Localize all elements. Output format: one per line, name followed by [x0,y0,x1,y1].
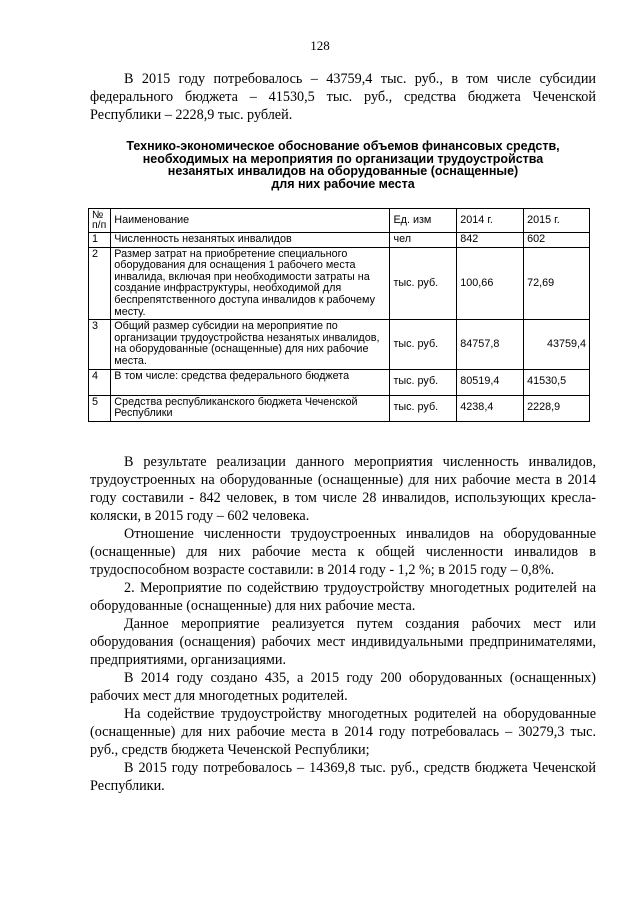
cell-name: В том числе: средства федерального бюджета [111,369,390,395]
intro-paragraph: В 2015 году потребовалось – 43759,4 тыс. руб., в том числе субсидии федерального бюджета – 41530,5 тыс. руб., средства бюджета Чеченской Республики – 2228,9 тыс. рублей. [90,71,596,123]
cell-name: Общий размер субсидии на мероприятие по организации трудоустройства незанятых инвалидов, на оборудованные (оснащенные) для них рабочие места. [111,320,390,369]
cell-name: Средства республиканского бюджета Чеченской Республики [111,395,390,421]
cell-num: 4 [89,369,111,395]
header-num: № п/п [89,209,111,233]
cell-num: 1 [89,233,111,248]
table-row [89,233,590,248]
cell-2014: 4238,4 [457,395,524,421]
header-2014: 2014 г. [457,209,524,233]
page-number: 128 [310,38,330,53]
cell-name: Численность незанятых инвалидов [111,233,390,248]
body-paragraph: 2. Мероприятие по содействию трудоустройству многодетных родителей на оборудованные (оснащенные) для них рабочие места. [90,580,596,614]
cell-num: 2 [89,247,111,320]
cell-2015: 602 [524,233,590,248]
body-paragraph: Данное мероприятие реализуется путем создания рабочих мест или оборудования (оснащения) рабочих мест индивидуальными предпринимателями, предприятиями, организациями. [90,616,596,668]
cell-unit: чел [390,233,457,248]
cell-2014: 100,66 [457,247,524,320]
body-paragraph: В 2015 году потребовалось – 14369,8 тыс. руб., средств бюджета Чеченской Республики. [90,760,596,794]
body-paragraph: Отношение численности трудоустроенных инвалидов на оборудованные (оснащенные) для них рабочие места к общей численности инвалидов в трудоспособном возрасте составили: в 2014 году - 1,2 %; в 2015 году – 0,8%. [90,526,596,578]
cell-2014: 80519,4 [457,369,524,395]
body-paragraph: В 2014 году создано 435, а 2015 году 200 оборудованных (оснащенных) рабочих мест для многодетных родителей. [90,670,596,704]
table-header-row [89,209,590,233]
cell-2015: 2228,9 [524,395,590,421]
table-row [89,395,590,421]
section-title-line: необходимых на мероприятия по организации трудоустройства [142,151,544,166]
section-title [90,140,596,190]
table-row [89,247,590,320]
header-unit: Ед. изм [390,209,457,233]
cell-unit: тыс. руб. [390,320,457,369]
body-paragraph: В результате реализации данного мероприятия численность инвалидов, трудоустроенных на оборудованные (оснащенные) для них рабочие места в 2014 году составили - 842 человек, в том числе 28 инвалидов, использующих кресла-коляски, в 2015 году – 602 человека. [90,454,596,524]
cell-2014: 84757,8 [457,320,524,369]
section-title-line: незанятых инвалидов на оборудованные (оснащенные) [167,164,519,178]
header-2015: 2015 г. [524,209,590,233]
table-row [89,369,590,395]
body-paragraph: На содействие трудоустройству многодетных родителей на оборудованные (оснащенные) для них рабочие места в 2014 году потребовалась – 30279,3 тыс. руб., средств бюджета Чеченской Республики; [90,706,596,758]
financial-table [88,208,590,422]
cell-unit: тыс. руб. [390,247,457,320]
cell-num: 3 [89,320,111,369]
cell-2015: 43759,4 [524,320,590,369]
cell-name: Размер затрат на приобретение специального оборудования для оснащения 1 рабочего места инвалида, включая при необходимости затраты на создание инфраструктуры, необходимой для беспрепятственного доступа инвалидов к рабочему месту. [111,247,390,320]
cell-unit: тыс. руб. [390,369,457,395]
cell-num: 5 [89,395,111,421]
cell-2015: 41530,5 [524,369,590,395]
header-name: Наименование [111,209,390,233]
cell-2014: 842 [457,233,524,248]
section-title-line: для них рабочие места [271,176,415,191]
cell-2015: 72,69 [524,247,590,320]
section-title-line: Технико-экономическое обоснование объемов финансовых средств, [126,139,560,153]
table-row [89,320,590,369]
cell-unit: тыс. руб. [390,395,457,421]
